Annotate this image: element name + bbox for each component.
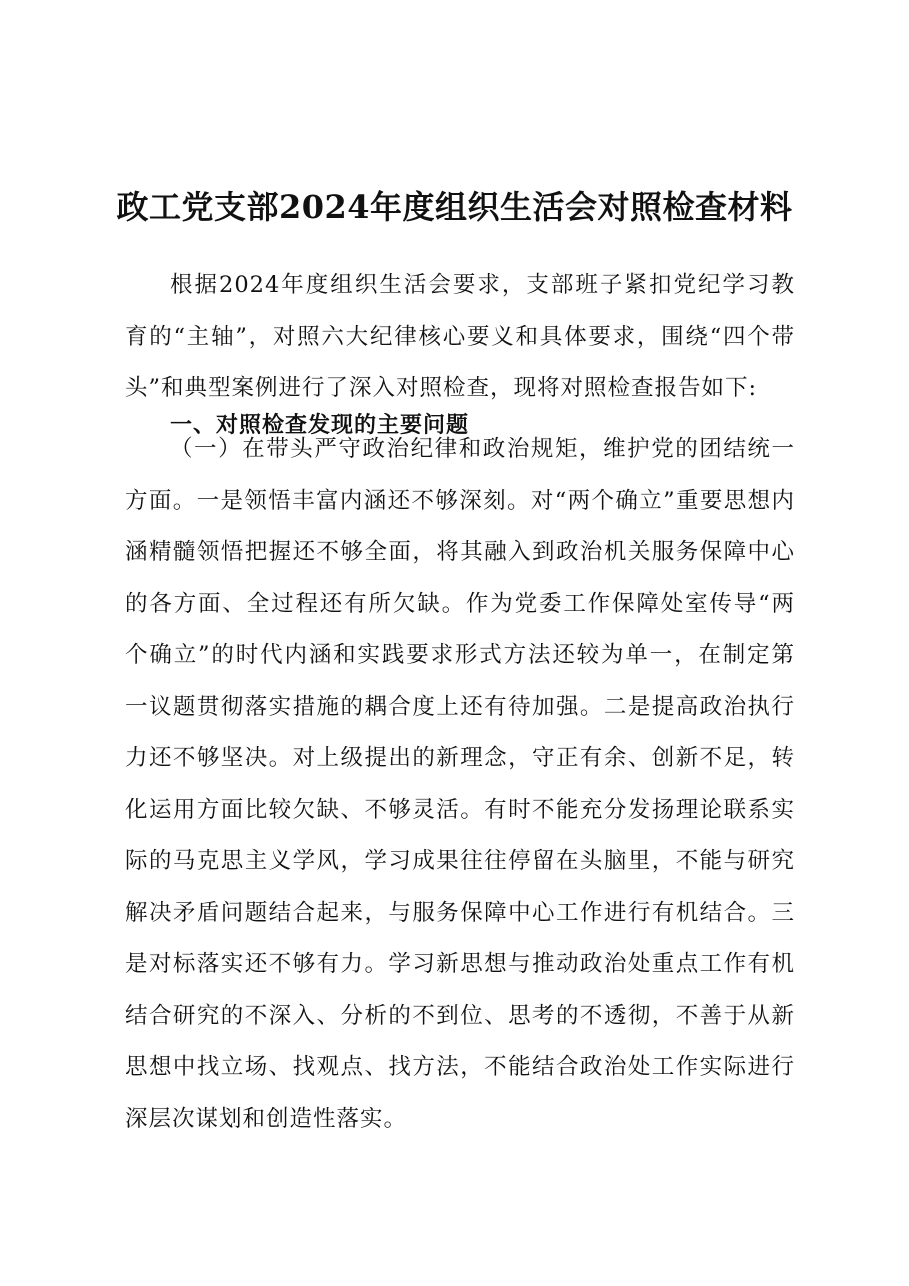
section-heading: 一、对照检查发现的主要问题 (170, 413, 470, 438)
section-paragraph: （一）在带头严守政治纪律和政治规矩，维护党的团结统一方面。一是领悟丰富内涵还不够深刻。对“两个确立”重要思想内涵精髓领悟把握还不够全面，将其融入到政治机关服务保障中心的各方面、全过程还有所欠缺。作为党委工作保障处室传导“两个确立”的时代内涵和实践要求形式方法还较为单一，在制定第一议题贯彻落实措施的耦合度上还有待加强。二是提高政治执行力还不够坚决。对上级提出的新理念，守正有余、创新不足，转化运用方面比较欠缺、不够灵活。有时不能充分发扬理论联系实际的马克思主义学风，学习成果往往停留在头脑里，不能与研究解决矛盾问题结合起来，与服务保障中心工作进行有机结合。三是对标落实还不够有力。学习新思想与推动政治处重点工作有机结合研究的不深入、分析的不到位、思考的不透彻，不善于从新思想中找立场、找观点、找方法，不能结合政治处工作实际进行深层次谋划和创造性落实。 (125, 436, 795, 1132)
document-title: 政工党支部2024年度组织生活会对照检查材料 (116, 188, 793, 226)
intro-paragraph: 根据2024年度组织生活会要求，支部班子紧扣党纪学习教育的“主轴”，对照六大纪律核心要义和具体要求，围绕“四个带头”和典型案例进行了深入对照检查，现将对照检查报告如下: (125, 272, 795, 401)
